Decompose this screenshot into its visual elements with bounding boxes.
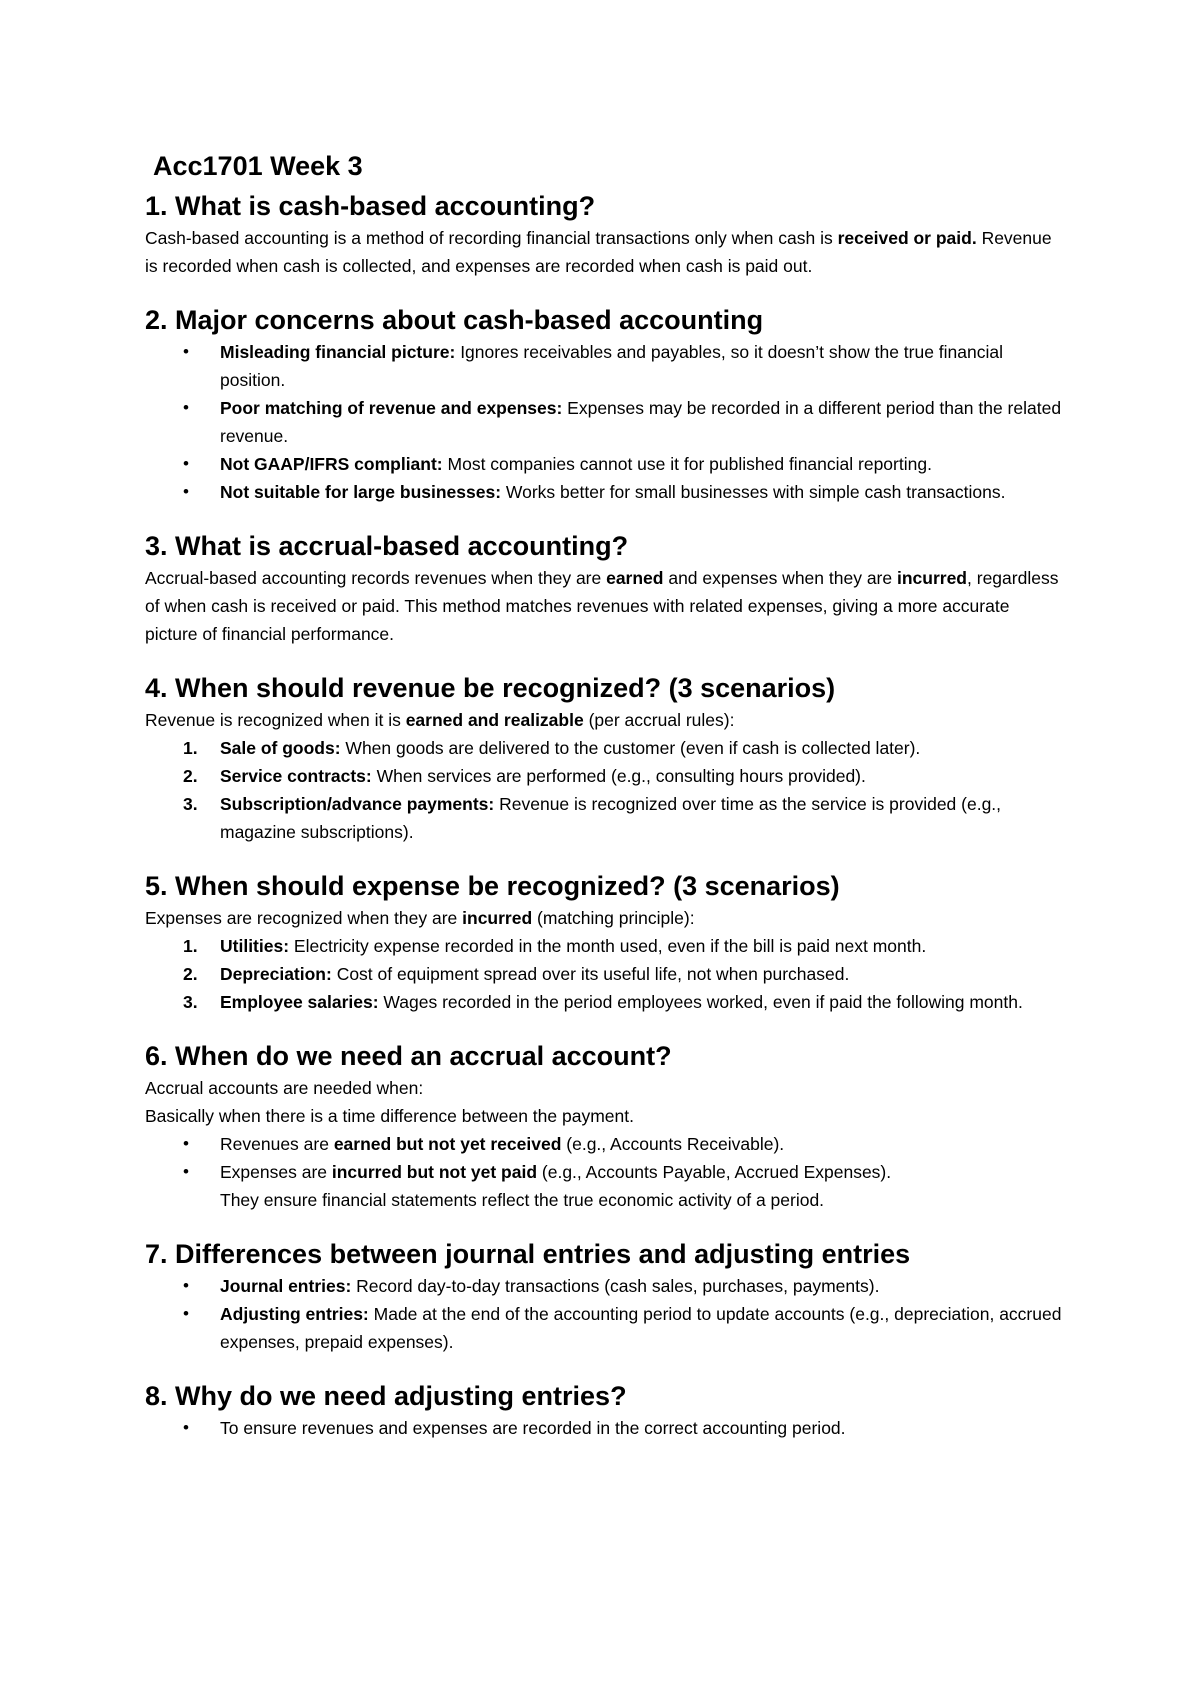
- item-label: Not GAAP/IFRS compliant:: [220, 454, 443, 474]
- item-text: Electricity expense recorded in the month used, even if the bill is paid next month.: [289, 936, 927, 956]
- item-text: Made at the end of the accounting period to update accounts (e.g., depreciation, accrued expenses, prepaid expenses).: [220, 1304, 1062, 1352]
- text-run: Accrual-based accounting records revenues when they are: [145, 568, 607, 588]
- list-item: [145, 1130, 1065, 1158]
- item-label: Misleading financial picture:: [220, 342, 456, 362]
- bullet-dot-icon: •: [183, 398, 189, 417]
- bullet-dot-icon: •: [183, 454, 189, 473]
- text-run: Revenue is recorded when cash is collected, and expenses are recorded when cash is paid out.: [145, 228, 1052, 276]
- bullet-dot-icon: •: [183, 1134, 189, 1153]
- list-item: [145, 1272, 1065, 1300]
- item-text: When services are performed (e.g., consulting hours provided).: [371, 766, 866, 786]
- item-text: To ensure revenues and expenses are recorded in the correct accounting period.: [220, 1418, 846, 1438]
- section-7: [145, 1236, 1065, 1356]
- item-text: Ignores receivables and payables, so it doesn’t show the true financial position.: [220, 342, 1004, 390]
- item-label: Employee salaries:: [220, 992, 379, 1012]
- bold-run: received or paid.: [837, 228, 977, 248]
- section-5: [145, 868, 1065, 1016]
- item-text: Record day-to-day transactions (cash sales, purchases, payments).: [351, 1276, 880, 1296]
- item-label: Sale of goods:: [220, 738, 341, 758]
- item-label: incurred but not yet paid: [331, 1162, 538, 1182]
- item-label: Subscription/advance payments:: [220, 794, 495, 814]
- section-3-heading: 3. What is accrual-based accounting?: [145, 531, 629, 561]
- item-text: Revenue is recognized over time as the service is provided (e.g., magazine subscriptions).: [220, 794, 1002, 842]
- item-label: Adjusting entries:: [220, 1304, 369, 1324]
- bullet-dot-icon: •: [183, 1276, 189, 1295]
- section-5-intro: [145, 904, 1065, 932]
- item-text: Most companies cannot use it for published financial reporting.: [442, 454, 932, 474]
- section-1-heading: 1. What is cash-based accounting?: [145, 191, 596, 221]
- list-item: [145, 790, 1065, 846]
- item-text: Expenses may be recorded in a different period than the related revenue.: [220, 398, 1062, 446]
- item-label: earned but not yet received: [333, 1134, 562, 1154]
- item-number: 2.: [183, 766, 198, 786]
- section-4-list: [145, 734, 1065, 846]
- list-item: [145, 1414, 1065, 1442]
- text-run: , regardless of when cash is received or paid. This method matches revenues with related expenses, giving a more accurate picture of financial performance.: [145, 568, 1059, 644]
- section-2-list: [145, 338, 1065, 506]
- bold-run: incurred: [896, 568, 968, 588]
- item-text: Cost of equipment spread over its useful life, not when purchased.: [331, 964, 850, 984]
- item-number: 3.: [183, 794, 198, 814]
- item-text: Works better for small businesses with simple cash transactions.: [501, 482, 1006, 502]
- list-item: [145, 1300, 1065, 1356]
- section-6: [145, 1038, 1065, 1214]
- item-text: Wages recorded in the period employees worked, even if paid the following month.: [378, 992, 1023, 1012]
- bullet-dot-icon: •: [183, 342, 189, 361]
- bold-run: incurred: [462, 908, 533, 928]
- list-item: [145, 338, 1065, 394]
- list-item: [145, 1158, 1065, 1186]
- bullet-dot-icon: •: [183, 1418, 189, 1437]
- item-prefix: Expenses are: [220, 1162, 332, 1182]
- text-run: (matching principle):: [532, 908, 695, 928]
- section-4-heading: 4. When should revenue be recognized? (3 scenarios): [145, 673, 836, 703]
- section-5-heading: 5. When should expense be recognized? (3 scenarios): [145, 871, 840, 901]
- item-label: Service contracts:: [220, 766, 372, 786]
- list-item: [145, 394, 1065, 450]
- section-4: [145, 670, 1065, 846]
- item-label: Journal entries:: [220, 1276, 352, 1296]
- section-3-paragraph: [145, 564, 1065, 648]
- item-number: 1.: [183, 936, 198, 956]
- list-item: [145, 478, 1065, 506]
- item-label: Not suitable for large businesses:: [220, 482, 502, 502]
- item-prefix: Revenues are: [220, 1134, 334, 1154]
- section-6-followup: They ensure financial statements reflect the true economic activity of a period.: [220, 1190, 825, 1210]
- section-8-list: [145, 1414, 1065, 1442]
- list-item: [145, 960, 1065, 988]
- list-item: [145, 932, 1065, 960]
- item-text: (e.g., Accounts Receivable).: [561, 1134, 785, 1154]
- section-6-line-2: Basically when there is a time difference between the payment.: [145, 1106, 634, 1126]
- section-3: [145, 528, 1065, 648]
- list-item: [145, 734, 1065, 762]
- section-8: [145, 1378, 1065, 1442]
- section-1: [145, 188, 1065, 280]
- bullet-dot-icon: •: [183, 1162, 189, 1181]
- item-number: 2.: [183, 964, 198, 984]
- section-6-line-1: Accrual accounts are needed when:: [145, 1078, 424, 1098]
- item-label: Poor matching of revenue and expenses:: [220, 398, 563, 418]
- document-body: [145, 150, 1065, 1464]
- item-text: (e.g., Accounts Payable, Accrued Expenses).: [537, 1162, 892, 1182]
- text-run: Cash-based accounting is a method of recording financial transactions only when cash is: [145, 228, 838, 248]
- item-label: Utilities:: [220, 936, 290, 956]
- bold-run: earned: [606, 568, 664, 588]
- text-run: Expenses are recognized when they are: [145, 908, 463, 928]
- section-7-heading: 7. Differences between journal entries and adjusting entries: [145, 1239, 911, 1269]
- section-2: [145, 302, 1065, 506]
- bullet-dot-icon: •: [183, 1304, 189, 1323]
- section-2-heading: 2. Major concerns about cash-based accounting: [145, 305, 764, 335]
- list-item: [145, 450, 1065, 478]
- item-text: When goods are delivered to the customer (even if cash is collected later).: [340, 738, 921, 758]
- section-6-list: [145, 1130, 1065, 1186]
- section-7-list: [145, 1272, 1065, 1356]
- section-5-list: [145, 932, 1065, 1016]
- document-title: Acc1701 Week 3: [153, 151, 363, 181]
- list-item: [145, 762, 1065, 790]
- text-run: Revenue is recognized when it is: [145, 710, 406, 730]
- item-number: 1.: [183, 738, 198, 758]
- item-number: 3.: [183, 992, 198, 1012]
- section-4-intro: [145, 706, 1065, 734]
- text-run: and expenses when they are: [663, 568, 897, 588]
- section-1-paragraph: [145, 224, 1065, 280]
- bullet-dot-icon: •: [183, 482, 189, 501]
- list-item: [145, 988, 1065, 1016]
- section-8-heading: 8. Why do we need adjusting entries?: [145, 1381, 627, 1411]
- bold-run: earned and realizable: [405, 710, 584, 730]
- text-run: (per accrual rules):: [583, 710, 735, 730]
- section-6-heading: 6. When do we need an accrual account?: [145, 1041, 672, 1071]
- item-label: Depreciation:: [220, 964, 332, 984]
